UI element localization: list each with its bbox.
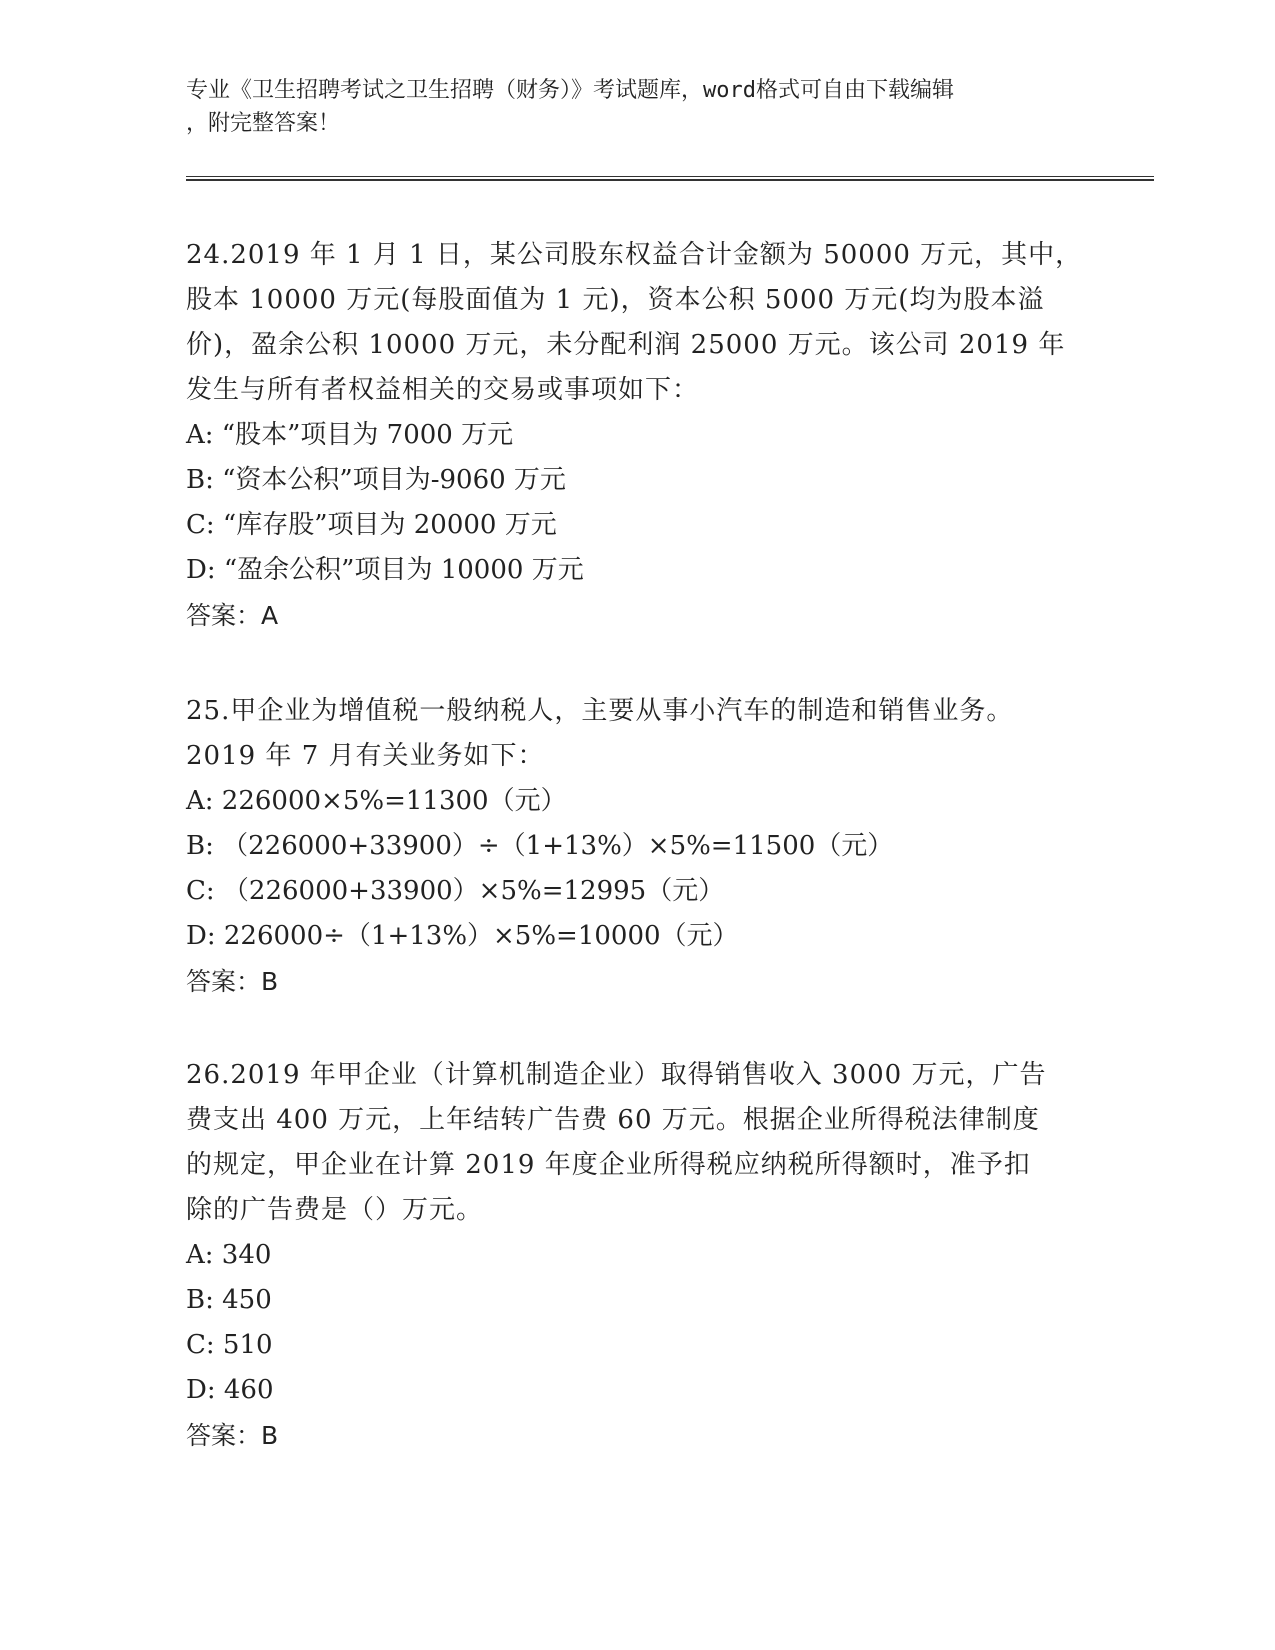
stem-line: 24.2019 年 1 月 1 日，某公司股东权益合计金额为 50000 万元，其中，: [186, 240, 1083, 270]
question-stem: [186, 233, 1083, 413]
question-24: [186, 233, 1083, 638]
question-options: [186, 1233, 1066, 1413]
stem-line: 2019 年 7 月有关业务如下：: [186, 741, 545, 771]
option-c: C: （226000+33900）×5%=12995（元）: [186, 876, 725, 906]
header-divider: [186, 176, 1154, 181]
answer-line: 答案：B: [186, 1421, 279, 1450]
stem-line: 费支出 400 万元，上年结转广告费 60 万元。根据企业所得税法律制度: [186, 1105, 1040, 1135]
option-a: A: “股本”项目为 7000 万元: [186, 420, 514, 450]
document-header: [186, 74, 1066, 140]
header-line: ，附完整答案！: [186, 111, 341, 136]
stem-line: 除的广告费是（）万元。: [186, 1195, 484, 1225]
answer-line: 答案：A: [186, 601, 279, 630]
option-b: B: 450: [186, 1285, 272, 1315]
option-a: A: 340: [186, 1240, 272, 1270]
question-options: [186, 779, 1066, 959]
option-a: A: 226000×5%=11300（元）: [186, 786, 567, 816]
question-25: [186, 689, 1066, 1004]
stem-line: 26.2019 年甲企业（计算机制造企业）取得销售收入 3000 万元，广告: [186, 1060, 1047, 1090]
option-d: D: “盈余公积”项目为 10000 万元: [186, 555, 584, 585]
option-c: C: 510: [186, 1330, 273, 1360]
option-b: B: （226000+33900）÷（1+13%）×5%=11500（元）: [186, 831, 894, 861]
option-c: C: “库存股”项目为 20000 万元: [186, 510, 557, 540]
question-options: [186, 413, 1066, 593]
stem-line: 价)，盈余公积 10000 万元，未分配利润 25000 万元。该公司 2019 年: [186, 330, 1066, 360]
stem-line: 发生与所有者权益相关的交易或事项如下：: [186, 375, 700, 405]
option-d: D: 226000÷（1+13%）×5%=10000（元）: [186, 921, 739, 951]
answer-line: 答案：B: [186, 967, 279, 996]
stem-line: 股本 10000 万元(每股面值为 1 元)，资本公积 5000 万元(均为股本溢: [186, 285, 1045, 315]
question-stem: [186, 689, 1066, 779]
header-line: 专业《卫生招聘考试之卫生招聘（财务）》考试题库，word格式可自由下载编辑: [186, 78, 954, 103]
question-26: [186, 1053, 1066, 1458]
option-d: D: 460: [186, 1375, 274, 1405]
stem-line: 25.甲企业为增值税一般纳税人，主要从事小汽车的制造和销售业务。: [186, 696, 1014, 726]
question-stem: [186, 1053, 1066, 1233]
stem-line: 的规定，甲企业在计算 2019 年度企业所得税应纳税所得额时，准予扣: [186, 1150, 1031, 1180]
option-b: B: “资本公积”项目为-9060 万元: [186, 465, 566, 495]
